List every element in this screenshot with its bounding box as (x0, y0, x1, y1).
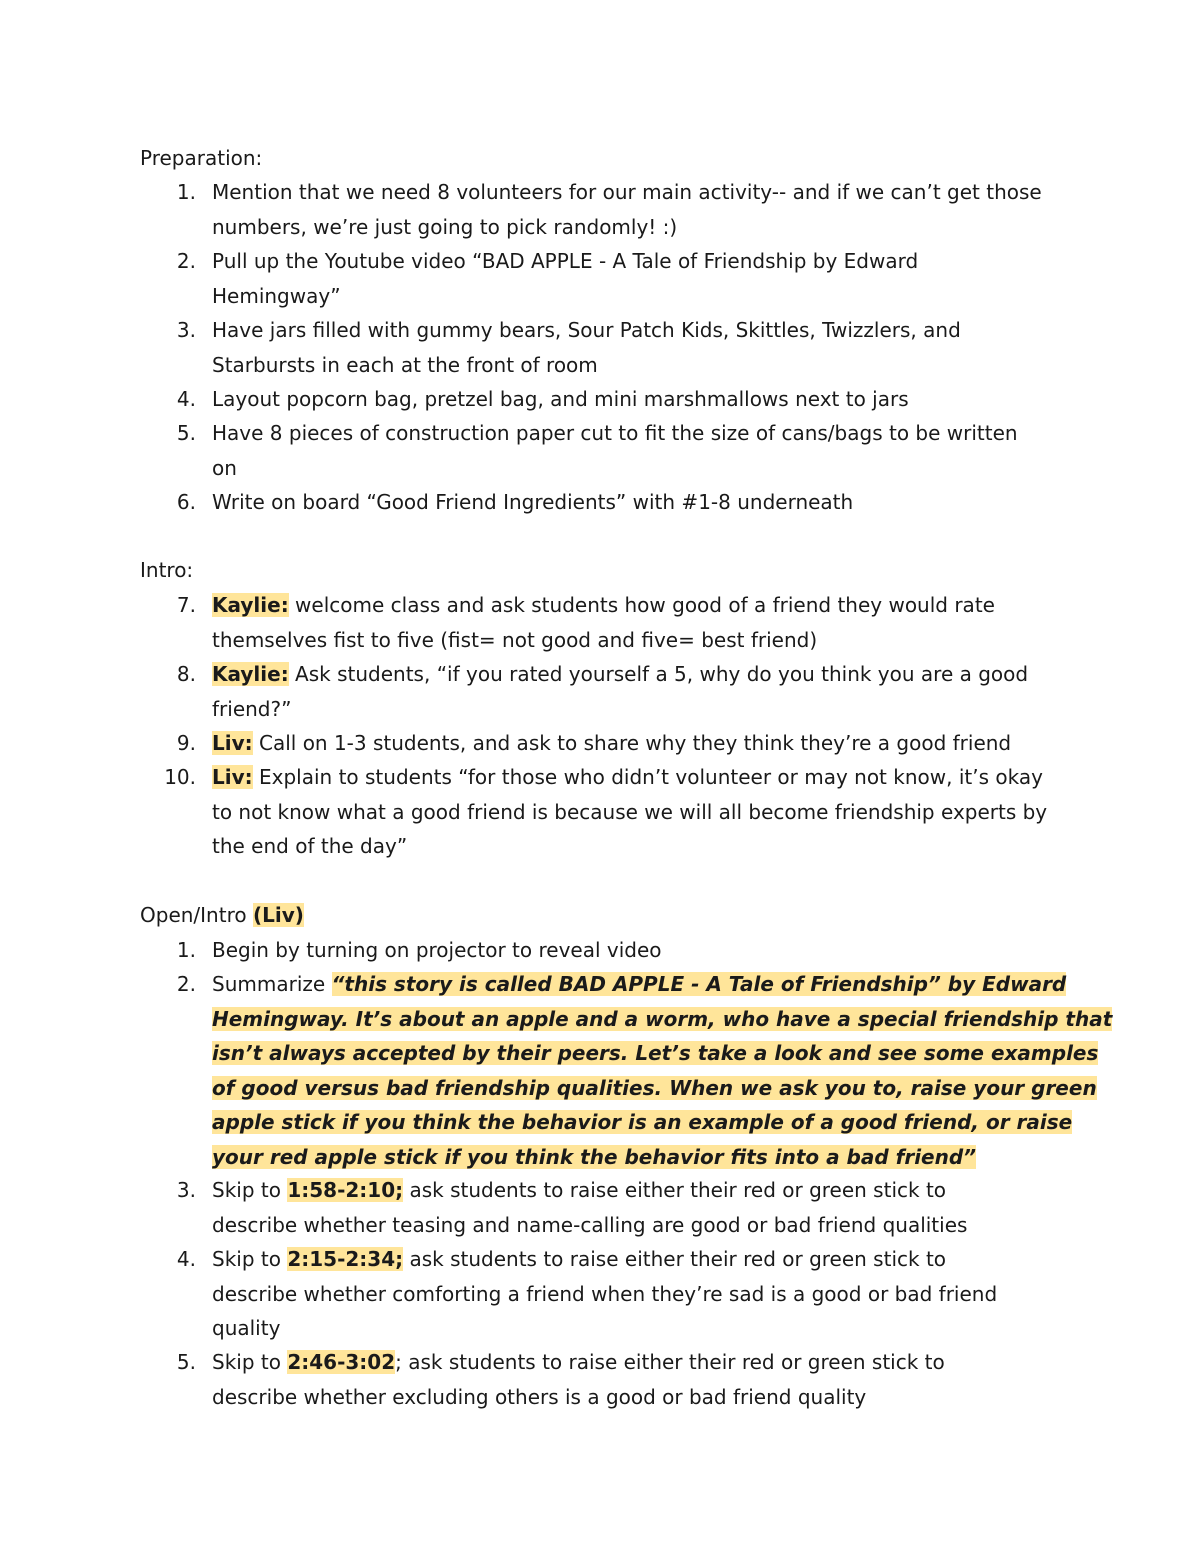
line-text: ; ask students to raise either their red or green stick to (395, 1350, 945, 1374)
list-number: 3. (176, 318, 196, 342)
text-line: friend?” (212, 696, 292, 721)
list-text (212, 1242, 1060, 1346)
list-number: 7. (176, 593, 196, 617)
text-line (212, 1345, 1060, 1380)
list-text (212, 485, 1060, 520)
text-line: Pull up the Youtube video “BAD APPLE - A Tale of Friendship by Edward (212, 249, 919, 273)
text-line: Have 8 pieces of construction paper cut to fit the size of cans/bags to be written (212, 421, 1018, 445)
list-number: 1. (176, 938, 196, 962)
line-text: ask students to raise either their red or green stick to (403, 1247, 947, 1271)
text-line: Mention that we need 8 volunteers for our main activity-- and if we can’t get those (212, 180, 1042, 204)
text-line (212, 1173, 1060, 1208)
list-text (212, 967, 1113, 1174)
list-number: 2. (176, 249, 196, 273)
list-text (212, 726, 1060, 761)
text-line: describe whether excluding others is a good or bad friend quality (212, 1384, 867, 1409)
line-text: Explain to students “for those who didn’t volunteer or may not know, it’s okay (252, 765, 1043, 789)
list-text (212, 760, 1060, 864)
list-text (212, 175, 1060, 244)
text-line: describe whether comforting a friend when they’re sad is a good or bad friend (212, 1281, 998, 1306)
text-line (212, 760, 1060, 795)
text-line: describe whether teasing and name-calling are good or bad friend qualities (212, 1212, 968, 1237)
text-line (212, 967, 1067, 1002)
list-text (212, 1345, 1060, 1414)
quote-text: “this story is called BAD APPLE - A Tale of Friendship” by Edward (331, 972, 1067, 996)
list-text (212, 657, 1060, 726)
text-line (212, 726, 1060, 761)
list-number: 3. (176, 1178, 196, 1202)
quote-text: your red apple stick if you think the behavior fits into a bad friend” (212, 1144, 977, 1169)
list-number: 5. (176, 421, 196, 445)
list-number: 4. (176, 387, 196, 411)
timestamp: 2:15-2:34; (287, 1247, 404, 1271)
text-line: quality (212, 1316, 281, 1340)
list-number: 2. (176, 972, 196, 996)
text-line: the end of the day” (212, 834, 408, 858)
text-line: Starbursts in each at the front of room (212, 352, 598, 377)
lead-text: Skip to (212, 1247, 288, 1271)
text-line (212, 1036, 1099, 1071)
heading-text: Open/Intro (140, 903, 253, 927)
preparation-heading: Preparation: (140, 146, 263, 170)
speaker-label: Liv: (212, 731, 253, 755)
text-line (212, 1002, 1113, 1037)
list-number: 6. (176, 490, 196, 514)
text-line (212, 1140, 1060, 1175)
text-line: Begin by turning on projector to reveal video (212, 938, 662, 962)
list-number: 10. (164, 765, 196, 789)
list-text (212, 1173, 1060, 1242)
text-line: Write on board “Good Friend Ingredients” with #1-8 underneath (212, 490, 854, 514)
text-line: to not know what a good friend is because we will all become friendship experts by (212, 799, 1048, 824)
list-text (212, 933, 1060, 968)
text-line: Layout popcorn bag, pretzel bag, and mini marshmallows next to jars (212, 387, 909, 411)
line-text: welcome class and ask students how good of a friend they would rate (288, 593, 995, 617)
text-line: numbers, we’re just going to pick randomly! :) (212, 214, 678, 239)
list-text (212, 382, 1060, 417)
lead-text: Summarize (212, 972, 332, 996)
quote-text: apple stick if you think the behavior is an example of a good friend, or raise (212, 1110, 1073, 1134)
lead-text: Skip to (212, 1178, 288, 1202)
text-line: Have jars filled with gummy bears, Sour Patch Kids, Skittles, Twizzlers, and (212, 318, 961, 342)
quote-text: of good versus bad friendship qualities. When we ask you to, raise your green (212, 1075, 1097, 1100)
text-line (212, 657, 1060, 692)
list-number: 8. (176, 662, 196, 686)
text-line: themselves fist to five (fist= not good and five= best friend) (212, 627, 818, 652)
heading-tag: (Liv) (252, 903, 304, 927)
line-text: Ask students, “if you rated yourself a 5, why do you think you are a good (288, 662, 1029, 686)
quote-text: isn’t always accepted by their peers. Let’s take a look and see some examples (212, 1041, 1099, 1065)
speaker-label: Kaylie: (212, 593, 289, 617)
intro-heading: Intro: (140, 558, 194, 582)
list-text (212, 416, 1060, 485)
list-number: 5. (176, 1350, 196, 1374)
list-text (212, 588, 1060, 657)
text-line (212, 588, 1060, 623)
open-intro-heading (140, 898, 304, 933)
list-number: 1. (176, 180, 196, 204)
speaker-label: Liv: (212, 765, 253, 789)
text-line: on (212, 455, 237, 480)
text-line (212, 1105, 1073, 1140)
list-text (212, 313, 1060, 382)
timestamp: 2:46-3:02 (287, 1350, 396, 1374)
text-line: Hemingway” (212, 283, 341, 308)
timestamp: 1:58-2:10; (287, 1178, 404, 1202)
list-text (212, 244, 1060, 313)
line-text: ask students to raise either their red or green stick to (403, 1178, 947, 1202)
text-line (212, 1242, 1060, 1277)
quote-text: Hemingway. It’s about an apple and a worm, who have a special friendship that (212, 1006, 1113, 1031)
speaker-label: Kaylie: (212, 662, 289, 686)
list-number: 4. (176, 1247, 196, 1271)
text-line (212, 1071, 1097, 1106)
lead-text: Skip to (212, 1350, 288, 1374)
line-text: Call on 1-3 students, and ask to share why they think they’re a good friend (252, 731, 1012, 755)
list-number: 9. (176, 731, 196, 755)
